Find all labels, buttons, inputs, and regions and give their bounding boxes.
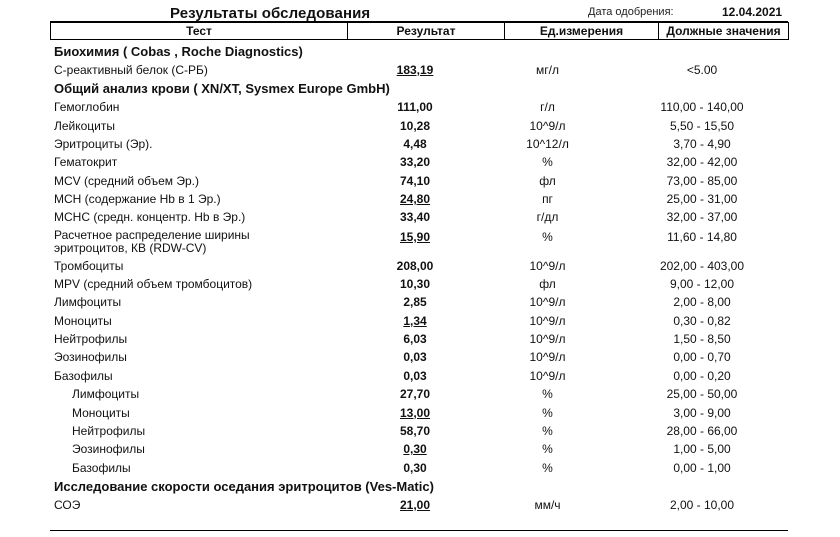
result-value-flagged: 24,80: [399, 192, 431, 207]
test-name: MPV (средний объем тромбоцитов): [54, 277, 253, 292]
test-name: Моноциты: [72, 405, 130, 420]
column-header-result: Результат: [348, 23, 505, 39]
table-row: [0, 385, 840, 403]
column-header-reference: Должные значения: [666, 24, 781, 38]
test-name: Эозинофилы: [72, 442, 145, 457]
test-name: Эозинофилы: [54, 350, 127, 365]
reference-range: 11,60 - 14,80: [667, 229, 737, 244]
result-value-flagged: 21,00: [399, 497, 431, 512]
table-row: [0, 459, 840, 477]
reference-range: <5.00: [686, 63, 718, 77]
reference-range: 3,00 - 9,00: [673, 405, 731, 420]
unit-value: мг/л: [536, 63, 559, 77]
test-name: Гемоглобин: [54, 100, 120, 115]
table-row: [0, 367, 840, 385]
test-name: Тромбоциты: [54, 258, 124, 273]
table-row: [0, 227, 840, 257]
reference-range: 110,00 - 140,00: [660, 100, 744, 115]
reference-range: 9,00 - 12,00: [669, 277, 735, 292]
result-value: 208,00: [396, 258, 434, 273]
table-row: [0, 208, 840, 226]
result-value: 0,03: [403, 350, 427, 365]
reference-range: 5,50 - 15,50: [669, 118, 735, 133]
reference-range: 32,00 - 37,00: [666, 210, 738, 225]
test-name: Моноциты: [54, 313, 112, 328]
test-name: Нейтрофилы: [72, 423, 146, 438]
table-row: [0, 61, 840, 79]
reference-range: 73,00 - 85,00: [666, 173, 738, 188]
result-value: 0,30: [403, 460, 427, 475]
result-value: 6,03: [403, 332, 427, 347]
table-row: [0, 440, 840, 458]
table-row: [0, 496, 840, 514]
table-row: [0, 275, 840, 293]
reference-range: 1,50 - 8,50: [673, 332, 731, 347]
approval-date-label: Дата одобрения:: [588, 6, 674, 18]
reference-range: 0,30 - 0,82: [673, 313, 731, 328]
test-name: Лейкоциты: [54, 118, 116, 133]
section-title: Общий анализ крови ( XN/XT, Sysmex Europe GmbH): [54, 81, 390, 97]
result-value: 33,20: [399, 155, 431, 170]
unit-value: 10^9/л: [529, 295, 566, 310]
table-header: [50, 22, 789, 40]
test-name: С-реактивный белок (С-РБ): [54, 63, 208, 77]
result-value: 74,10: [399, 173, 431, 188]
column-header-test: Тест: [51, 23, 348, 39]
table-row: [0, 153, 840, 171]
reference-range: 2,00 - 8,00: [673, 295, 731, 310]
test-name: Лимфоциты: [54, 295, 122, 310]
reference-range: 28,00 - 66,00: [666, 423, 738, 438]
unit-value: 10^9/л: [529, 118, 566, 133]
test-name: Базофилы: [72, 460, 131, 475]
unit-value: %: [542, 155, 553, 170]
result-value: 4,48: [403, 137, 427, 152]
table-row: [0, 330, 840, 348]
unit-value: мм/ч: [534, 497, 561, 512]
unit-value: 10^9/л: [529, 350, 566, 365]
result-value-flagged: 0,30: [403, 442, 427, 457]
table-row: [0, 117, 840, 135]
table-row: [0, 312, 840, 330]
report-title: Результаты обследования: [170, 5, 371, 22]
test-name: MCH (содержание Hb в 1 Эр.): [54, 192, 221, 207]
reference-range: 25,00 - 50,00: [666, 387, 738, 402]
table-row: [0, 135, 840, 153]
table-row: [0, 348, 840, 366]
reference-range: 3,70 - 4,90: [673, 137, 731, 152]
unit-value: %: [542, 387, 553, 402]
column-header-unit: Ед.измерения: [505, 23, 659, 39]
reference-range: 0,00 - 1,00: [673, 460, 731, 475]
results-table: [0, 42, 840, 514]
table-row: [0, 404, 840, 422]
unit-value: %: [542, 442, 553, 457]
result-value: 111,00: [397, 100, 433, 115]
bottom-divider: [50, 530, 788, 531]
result-value-flagged: 183,19: [396, 63, 434, 77]
unit-value: г/дл: [536, 210, 559, 225]
test-name: Расчетное распределение ширины эритроцитов, КВ (RDW-CV): [54, 227, 250, 255]
unit-value: фл: [539, 277, 556, 292]
unit-value: фл: [539, 173, 556, 188]
result-value-flagged: 13,00: [399, 405, 431, 420]
unit-value: 10^9/л: [529, 332, 566, 347]
test-name: Базофилы: [54, 368, 113, 383]
reference-range: 2,00 - 10,00: [669, 497, 735, 512]
table-row: [0, 422, 840, 440]
unit-value: %: [542, 423, 553, 438]
unit-value: 10^9/л: [529, 313, 566, 328]
unit-value: %: [542, 405, 553, 420]
unit-value: г/л: [540, 100, 555, 115]
approval-date: 12.04.2021: [722, 5, 783, 19]
result-value: 10,30: [399, 277, 431, 292]
unit-value: %: [542, 460, 553, 475]
result-value: 10,28: [399, 118, 431, 133]
unit-value: 10^9/л: [529, 368, 566, 383]
test-name: MCHC (средн. концентр. Hb в Эр.): [54, 210, 246, 225]
reference-range: 202,00 - 403,00: [659, 258, 745, 273]
unit-value: 10^9/л: [529, 258, 566, 273]
reference-range: 0,00 - 0,70: [673, 350, 731, 365]
table-row: [0, 293, 840, 311]
result-value: 2,85: [403, 295, 427, 310]
result-value-flagged: 15,90: [399, 229, 431, 244]
test-name: Эритроциты (Эр).: [54, 137, 153, 152]
result-value: 27,70: [399, 387, 431, 402]
test-name: Лимфоциты: [72, 387, 140, 402]
test-name: Нейтрофилы: [54, 332, 128, 347]
test-name: СОЭ: [54, 497, 81, 512]
unit-value: 10^12/л: [526, 137, 569, 152]
section-title: Биохимия ( Cobas , Roche Diagnostics): [54, 44, 303, 59]
unit-value: пг: [542, 192, 553, 207]
result-value: 0,03: [403, 368, 427, 383]
reference-range: 1,00 - 5,00: [673, 442, 731, 457]
reference-range: 0,00 - 0,20: [673, 368, 731, 383]
table-row: [0, 190, 840, 208]
result-value-flagged: 1,34: [403, 313, 427, 328]
reference-range: 25,00 - 31,00: [666, 192, 738, 207]
test-name: MCV (средний объем Эр.): [54, 173, 199, 188]
result-value: 58,70: [399, 423, 431, 438]
table-row: [0, 172, 840, 190]
test-name: Гематокрит: [54, 155, 118, 170]
table-row: [0, 257, 840, 275]
reference-range: 32,00 - 42,00: [666, 155, 738, 170]
section-title: Исследование скорости оседания эритроцитов (Ves-Matic): [54, 478, 434, 494]
result-value: 33,40: [399, 210, 431, 225]
table-row: [0, 98, 840, 116]
unit-value: %: [542, 229, 553, 244]
